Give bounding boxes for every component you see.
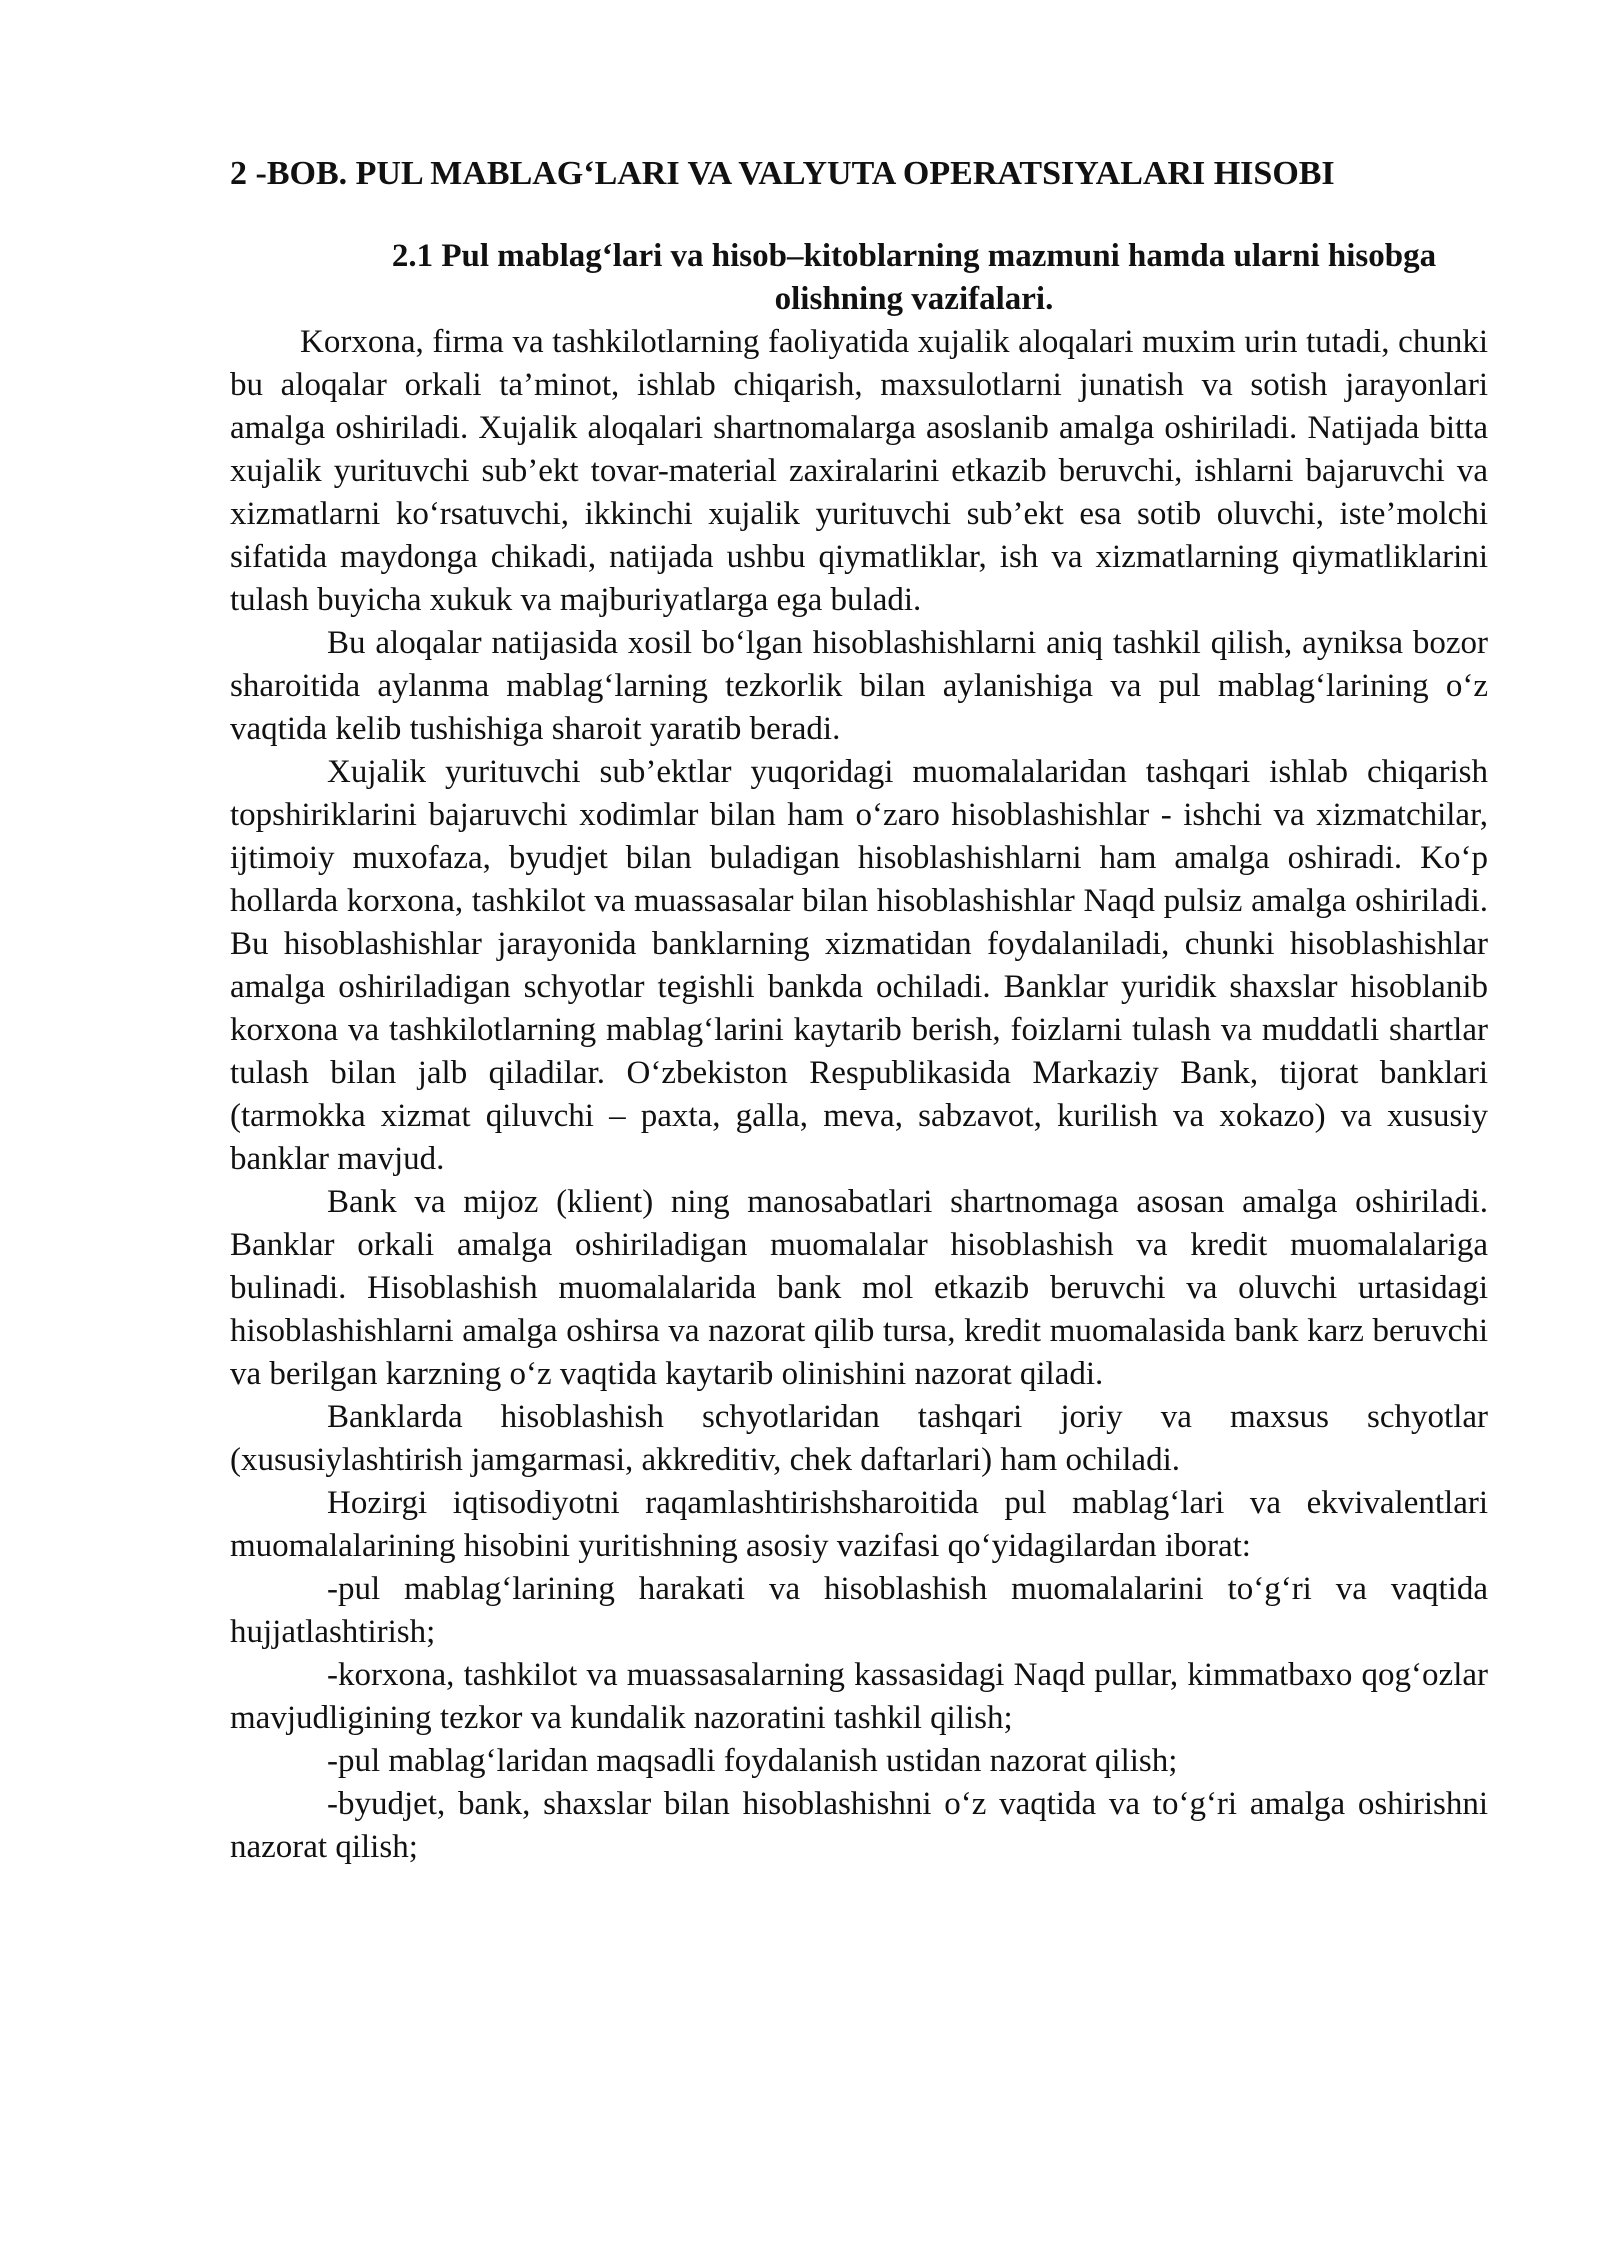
paragraph: Bu aloqalar natijasida xosil bo‘lgan hisoblashishlarni aniq tashkil qilish, ayniksa bozor sharoitida aylanma mablag‘larning tezkorlik bilan aylanishiga va pul mablag‘larining o‘z vaqtida kelib tushishiga sharoit yaratib beradi.	[230, 625, 1488, 747]
list-item: -byudjet, bank, shaxslar bilan hisoblashishni o‘z vaqtida va to‘g‘ri amalga oshirishni nazorat qilish;	[230, 1786, 1488, 1865]
list-item: -pul mablag‘laridan maqsadli foydalanish ustidan nazorat qilish;	[327, 1743, 1178, 1779]
paragraph: Banklarda hisoblashish schyotlaridan tashqari joriy va maxsus schyotlar (xususiylashtirish jamgarmasi, akkreditiv, chek daftarlari) ham ochiladi.	[230, 1399, 1488, 1478]
paragraph: Bank va mijoz (klient) ning manosabatlari shartnomaga asosan amalga oshiriladi. Banklar orkali amalga oshiriladigan muomalalar hisoblashish va kredit muomalalariga bulinadi. Hisoblashish muomalalarida bank mol etkazib beruvchi va oluvchi urtasidagi hisoblashishlarni amalga oshirsa va nazorat qilib tursa, kredit muomalasida bank karz beruvchi va berilgan karzning o‘z vaqtida kaytarib olinishini nazorat qiladi.	[230, 1184, 1488, 1392]
paragraph: Hozirgi iqtisodiyotni raqamlashtirishsharoitida pul mablag‘lari va ekvivalentlari muomalalarining hisobini yuritishning asosiy vazifasi qo‘yidagilardan iborat:	[230, 1485, 1488, 1564]
section-title: 2.1 Pul mablag‘lari va hisob–kitoblarning mazmuni hamda ularni hisobga olishning vazifalari.	[391, 238, 1437, 317]
paragraph: Korxona, firma va tashkilotlarning faoliyatida xujalik aloqalari muxim urin tutadi, chunki bu aloqalar orkali ta’minot, ishlab chiqarish, maxsulotlarni junatish va sotish jarayonlari amalga oshiriladi. Xujalik aloqalari shartnomalarga asoslanib amalga oshiriladi. Natijada bitta xujalik yurituvchi sub’ekt tovar-material zaxiralarini etkazib beruvchi, ishlarni bajaruvchi va xizmatlarni ko‘rsatuvchi, ikkinchi xujalik yurituvchi sub’ekt esa sotib oluvchi, iste’molchi sifatida maydonga chikadi, natijada ushbu qiymatliklar, ish va xizmatlarning qiymatliklarini tulash buyicha xukuk va majburiyatlarga ega buladi.	[230, 324, 1488, 618]
document-body	[230, 152, 1488, 1869]
list-item: -pul mablag‘larining harakati va hisoblashish muomalalarini to‘g‘ri va vaqtida hujjatlashtirish;	[230, 1571, 1488, 1650]
chapter-title: 2 -BOB. PUL MABLAG‘LARI VA VALYUTA OPERATSIYALARI HISOBI	[230, 155, 1335, 192]
list-item: -korxona, tashkilot va muassasalarning kassasidagi Naqd pullar, kimmatbaxo qog‘ozlar mavjudligining tezkor va kundalik nazoratini tashkil qilish;	[230, 1657, 1488, 1736]
paragraph: Xujalik yurituvchi sub’ektlar yuqoridagi muomalalaridan tashqari ishlab chiqarish topshiriklarini bajaruvchi xodimlar bilan ham o‘zaro hisoblashishlar - ishchi va xizmatchilar, ijtimoiy muxofaza, byudjet bilan buladigan hisoblashishlarni ham amalga oshiradi. Ko‘p hollarda korxona, tashkilot va muassasalar bilan hisoblashishlar Naqd pulsiz amalga oshiriladi. Bu hisoblashishlar jarayonida banklarning xizmatidan foydalaniladi, chunki hisoblashishlar amalga oshiriladigan schyotlar tegishli bankda ochiladi. Banklar yuridik shaxslar hisoblanib korxona va tashkilotlarning mablag‘larini kaytarib berish, foizlarni tulash va muddatli shartlar tulash bilan jalb qiladilar. O‘zbekiston Respublikasida Markaziy Bank, tijorat banklari (tarmokka xizmat qiluvchi – paxta, galla, meva, sabzavot, kurilish va xokazo) va xususiy banklar mavjud.	[230, 754, 1488, 1177]
